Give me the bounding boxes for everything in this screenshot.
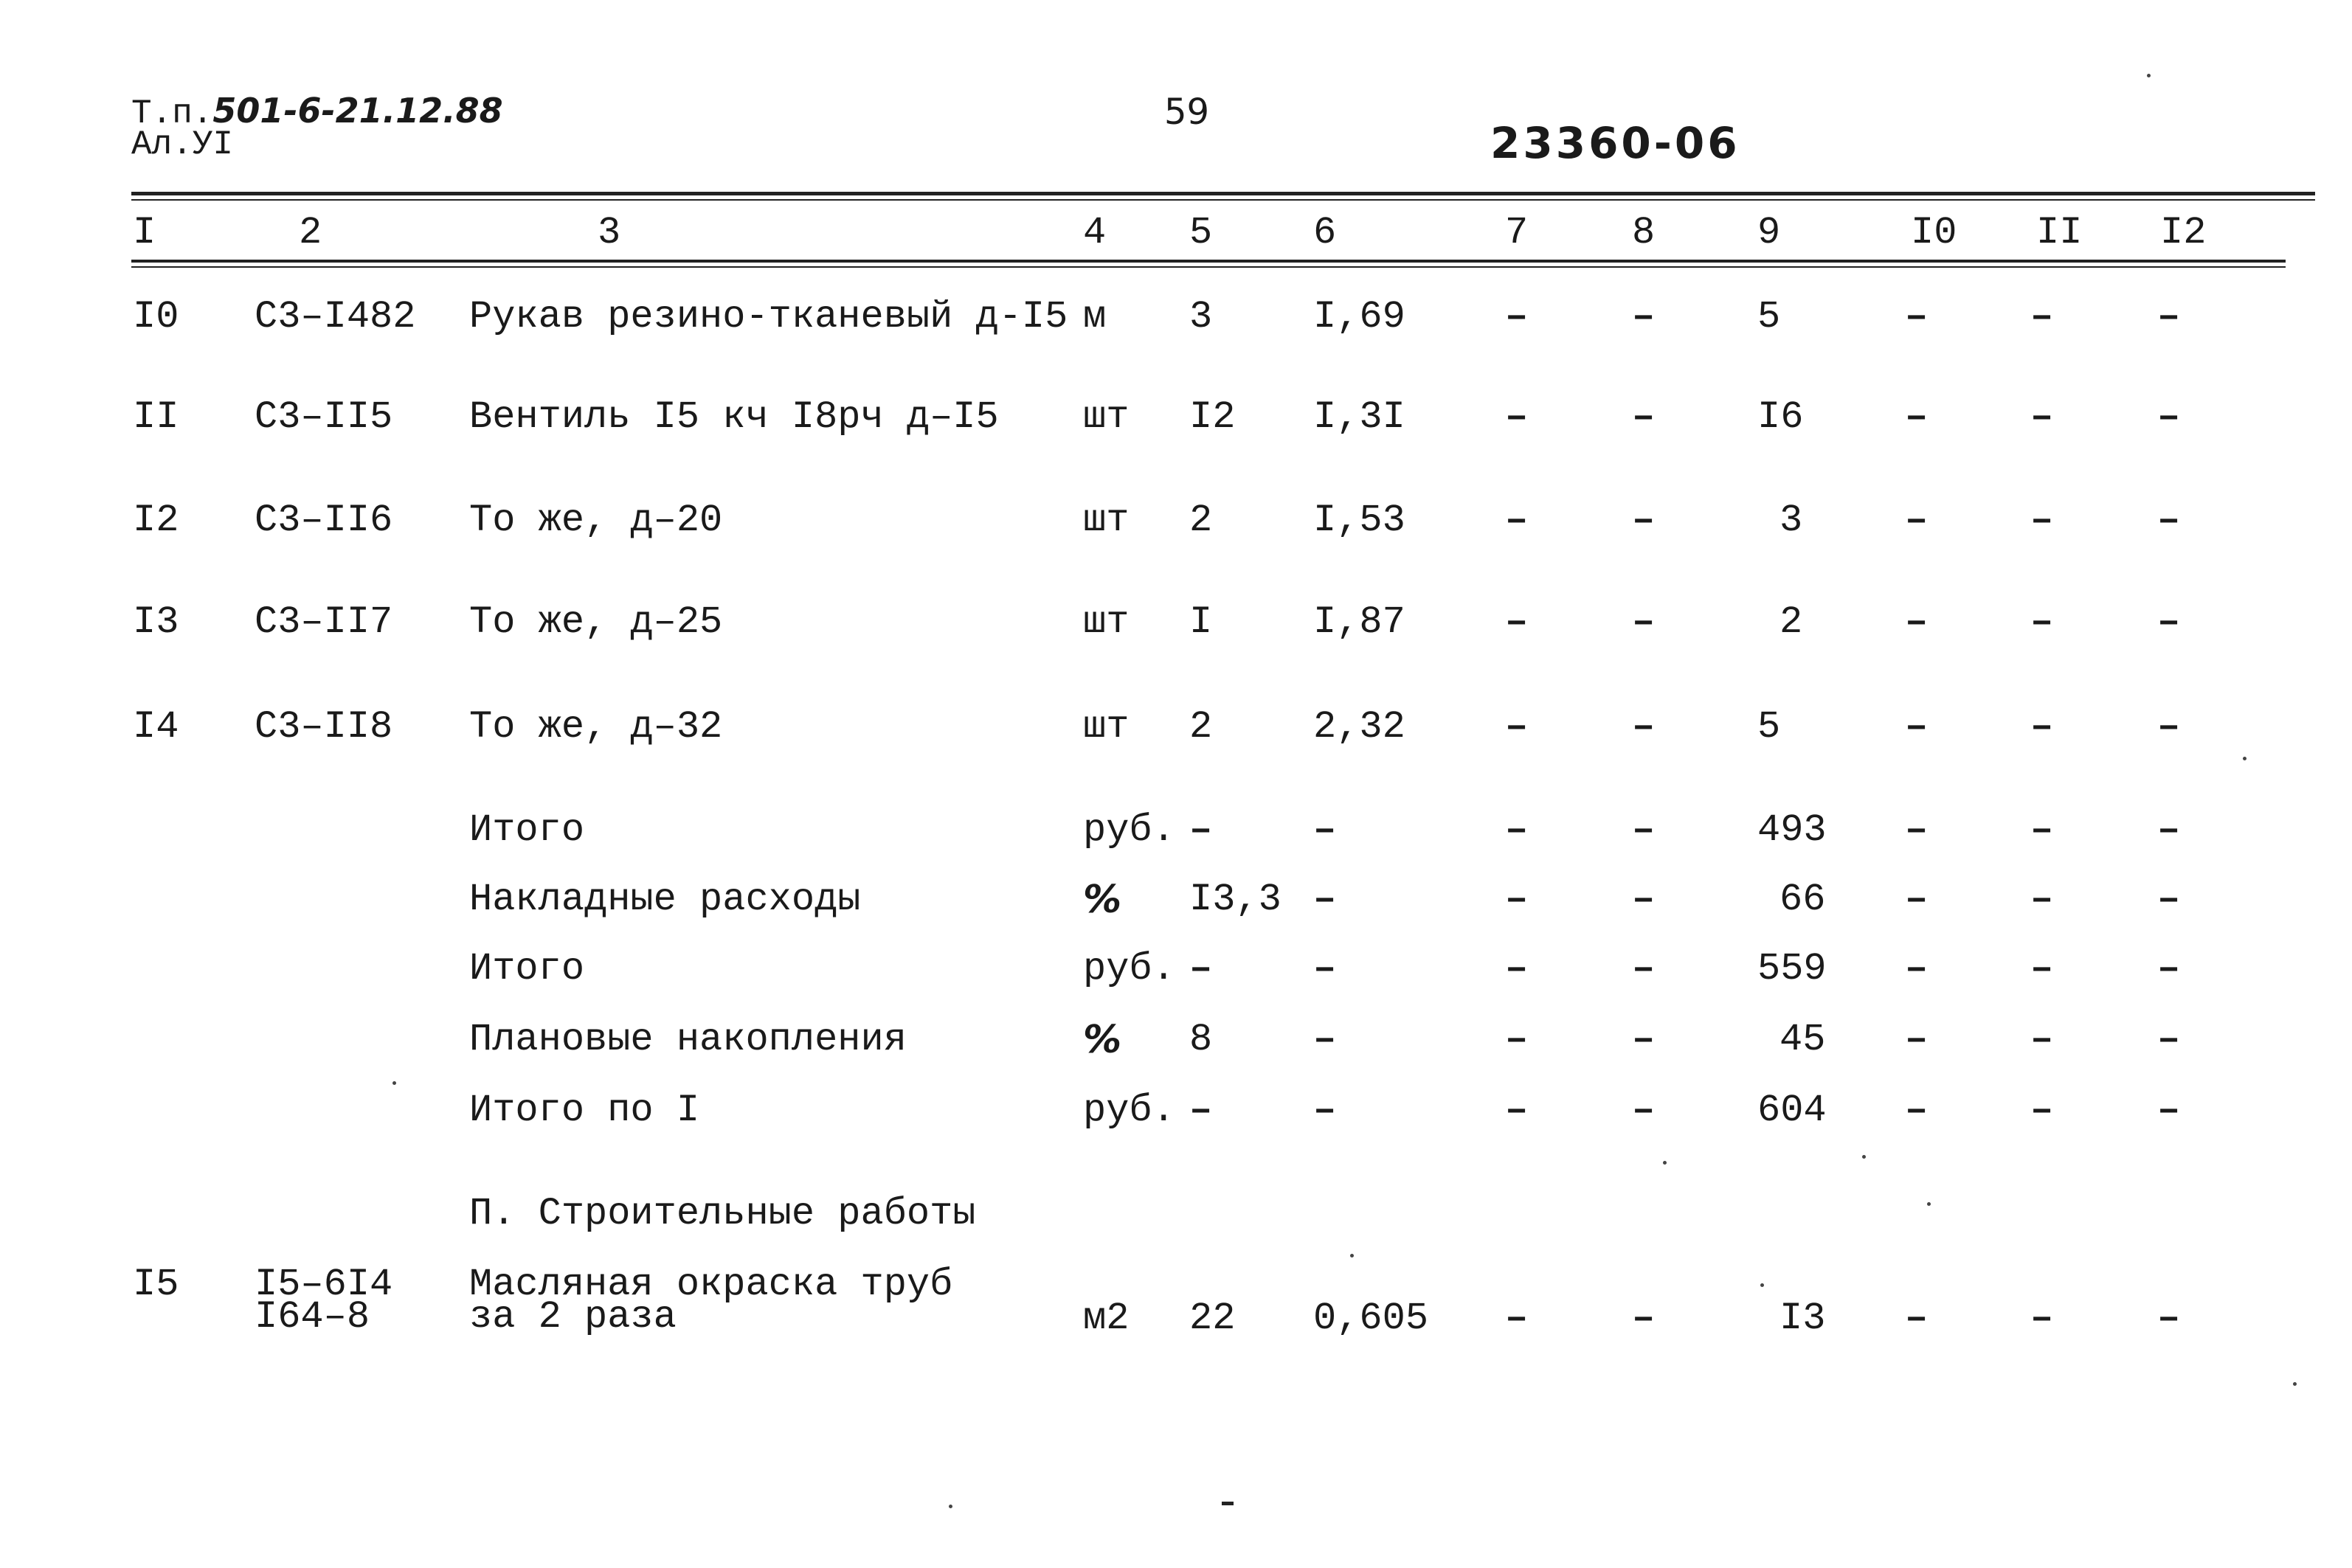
summary-col8: – <box>1632 878 1656 921</box>
col-header-9: 9 <box>1757 211 1781 254</box>
summary-qty: I3,3 <box>1189 878 1282 921</box>
row-code: С3–II8 <box>255 705 393 749</box>
summary-col12: – <box>2157 1018 2181 1061</box>
row-code-2: I64–8 <box>255 1295 370 1339</box>
row-col8: – <box>1632 395 1656 439</box>
row-col7: – <box>1505 705 1529 749</box>
row-col12: – <box>2157 395 2181 439</box>
row-col7: – <box>1505 295 1529 339</box>
summary-unit: руб. <box>1083 808 1175 852</box>
summary-total: 604 <box>1757 1089 1827 1132</box>
summary-price: – <box>1313 1089 1337 1132</box>
col-header-8: 8 <box>1632 211 1656 254</box>
summary-col12: – <box>2157 1089 2181 1132</box>
row-qty: 3 <box>1189 295 1213 339</box>
row-total: 3 <box>1779 499 1803 542</box>
row-col12: – <box>2157 499 2181 542</box>
summary-name: Итого по I <box>469 1089 700 1132</box>
scan-speck <box>1862 1155 1866 1159</box>
col-header-10: I0 <box>1911 211 1957 254</box>
row-code: I5–6I4 <box>255 1263 393 1306</box>
summary-price: – <box>1313 1018 1337 1061</box>
row-name: Масляная окраска труб <box>469 1263 953 1306</box>
row-name: То же, д–32 <box>469 705 723 749</box>
row-number: I2 <box>133 499 179 542</box>
row-name-2: за 2 раза <box>469 1295 677 1339</box>
scan-speck <box>1927 1202 1931 1206</box>
summary-col7: – <box>1505 1089 1529 1132</box>
summary-col8: – <box>1632 1089 1656 1132</box>
col-header-7: 7 <box>1505 211 1529 254</box>
scan-mark <box>1222 1502 1234 1505</box>
summary-col10: – <box>1905 1018 1929 1061</box>
row-col12: – <box>2157 1297 2181 1340</box>
row-number: I5 <box>133 1263 179 1306</box>
col-header-6: 6 <box>1313 211 1337 254</box>
summary-col10: – <box>1905 878 1929 921</box>
summary-col8: – <box>1632 1018 1656 1061</box>
row-col12: – <box>2157 600 2181 644</box>
summary-name: Итого <box>469 947 585 991</box>
summary-col7: – <box>1505 947 1529 991</box>
col-header-4: 4 <box>1083 211 1107 254</box>
row-col11: – <box>2030 395 2054 439</box>
doc-number: 501-6-21.12.88 <box>212 91 503 131</box>
summary-qty: – <box>1189 808 1213 852</box>
summary-unit: % <box>1083 1018 1122 1062</box>
scan-speck <box>1663 1161 1667 1165</box>
row-qty: I2 <box>1189 395 1236 439</box>
row-unit: м <box>1083 295 1107 339</box>
summary-unit: руб. <box>1083 1089 1175 1132</box>
row-col10: – <box>1905 600 1929 644</box>
summary-total: 66 <box>1779 878 1826 921</box>
row-col12: – <box>2157 705 2181 749</box>
row-number: I3 <box>133 600 179 644</box>
row-unit: м2 <box>1083 1297 1130 1340</box>
summary-col11: – <box>2030 878 2054 921</box>
col-header-2: 2 <box>299 211 322 254</box>
summary-unit: руб. <box>1083 947 1175 991</box>
row-name: То же, д–25 <box>469 600 723 644</box>
row-total: 2 <box>1779 600 1803 644</box>
col-header-5: 5 <box>1189 211 1213 254</box>
summary-unit: % <box>1083 878 1122 922</box>
summary-price: – <box>1313 808 1337 852</box>
summary-col12: – <box>2157 947 2181 991</box>
row-unit: шт <box>1083 499 1130 542</box>
summary-col11: – <box>2030 1018 2054 1061</box>
section-title: П. Строительные работы <box>469 1192 976 1235</box>
row-price: I,87 <box>1313 600 1405 644</box>
row-name: Вентиль I5 кч I8рч д–I5 <box>469 395 999 439</box>
row-price: I,3I <box>1313 395 1405 439</box>
row-price: I,53 <box>1313 499 1405 542</box>
scan-speck <box>2243 757 2246 760</box>
scan-speck <box>2293 1382 2297 1386</box>
summary-col7: – <box>1505 1018 1529 1061</box>
row-price: 2,32 <box>1313 705 1405 749</box>
col-header-3: 3 <box>598 211 621 254</box>
summary-col11: – <box>2030 1089 2054 1132</box>
row-number: II <box>133 395 179 439</box>
summary-total: 45 <box>1779 1018 1826 1061</box>
row-col7: – <box>1505 600 1529 644</box>
summary-col10: – <box>1905 947 1929 991</box>
row-name: То же, д–20 <box>469 499 723 542</box>
summary-col12: – <box>2157 808 2181 852</box>
summary-col10: – <box>1905 808 1929 852</box>
header-rule-bottom <box>131 260 2286 263</box>
row-col11: – <box>2030 1297 2054 1340</box>
summary-col12: – <box>2157 878 2181 921</box>
scan-speck <box>1760 1283 1764 1287</box>
row-col10: – <box>1905 295 1929 339</box>
row-number: I4 <box>133 705 179 749</box>
row-qty: I <box>1189 600 1213 644</box>
row-name: Рукав резино-тканевый д-I5 <box>469 295 1068 339</box>
row-col10: – <box>1905 1297 1929 1340</box>
scan-speck <box>392 1081 396 1085</box>
summary-col11: – <box>2030 808 2054 852</box>
row-code: С3–II6 <box>255 499 393 542</box>
row-unit: шт <box>1083 705 1130 749</box>
row-col11: – <box>2030 499 2054 542</box>
summary-name: Накладные расходы <box>469 878 861 921</box>
row-price: I,69 <box>1313 295 1405 339</box>
header-rule-bottom-thin <box>131 266 2286 268</box>
row-total: 5 <box>1757 705 1781 749</box>
summary-qty: 8 <box>1189 1018 1213 1061</box>
row-col7: – <box>1505 499 1529 542</box>
summary-price: – <box>1313 878 1337 921</box>
row-qty: 22 <box>1189 1297 1236 1340</box>
row-col8: – <box>1632 705 1656 749</box>
summary-qty: – <box>1189 1089 1213 1132</box>
summary-total: 493 <box>1757 808 1827 852</box>
row-col7: – <box>1505 395 1529 439</box>
row-col10: – <box>1905 499 1929 542</box>
row-unit: шт <box>1083 600 1130 644</box>
header-rule-top-thin <box>131 199 2315 201</box>
summary-total: 559 <box>1757 947 1827 991</box>
row-col7: – <box>1505 1297 1529 1340</box>
summary-qty: – <box>1189 947 1213 991</box>
summary-col10: – <box>1905 1089 1929 1132</box>
summary-col8: – <box>1632 947 1656 991</box>
col-header-11: II <box>2036 211 2083 254</box>
summary-col7: – <box>1505 878 1529 921</box>
row-code: С3–I482 <box>255 295 416 339</box>
row-qty: 2 <box>1189 705 1213 749</box>
row-col11: – <box>2030 600 2054 644</box>
scan-speck <box>1350 1254 1354 1257</box>
summary-col7: – <box>1505 808 1529 852</box>
row-col8: – <box>1632 600 1656 644</box>
summary-col8: – <box>1632 808 1656 852</box>
summary-name: Плановые накопления <box>469 1018 907 1061</box>
row-col10: – <box>1905 705 1929 749</box>
row-total: I3 <box>1779 1297 1826 1340</box>
summary-price: – <box>1313 947 1337 991</box>
row-qty: 2 <box>1189 499 1213 542</box>
col-header-1: I <box>133 211 156 254</box>
sheet-label: Ал.УI <box>131 125 234 164</box>
row-code: С3–II5 <box>255 395 393 439</box>
scan-speck <box>2147 74 2151 77</box>
row-col10: – <box>1905 395 1929 439</box>
doc-prefix: Т.п. <box>131 94 213 133</box>
header-rule-top <box>131 192 2315 195</box>
row-col8: – <box>1632 499 1656 542</box>
row-col11: – <box>2030 705 2054 749</box>
row-code: С3–II7 <box>255 600 393 644</box>
summary-name: Итого <box>469 808 585 852</box>
row-price: 0,605 <box>1313 1297 1429 1340</box>
row-total: I6 <box>1757 395 1804 439</box>
archive-stamp: 23360-06 <box>1490 118 1740 168</box>
row-col8: – <box>1632 295 1656 339</box>
page-number: 59 <box>1164 91 1210 133</box>
row-total: 5 <box>1757 295 1781 339</box>
row-col11: – <box>2030 295 2054 339</box>
row-col12: – <box>2157 295 2181 339</box>
scan-speck <box>949 1505 952 1508</box>
summary-col11: – <box>2030 947 2054 991</box>
row-col8: – <box>1632 1297 1656 1340</box>
col-header-12: I2 <box>2160 211 2207 254</box>
row-number: I0 <box>133 295 179 339</box>
row-unit: шт <box>1083 395 1130 439</box>
